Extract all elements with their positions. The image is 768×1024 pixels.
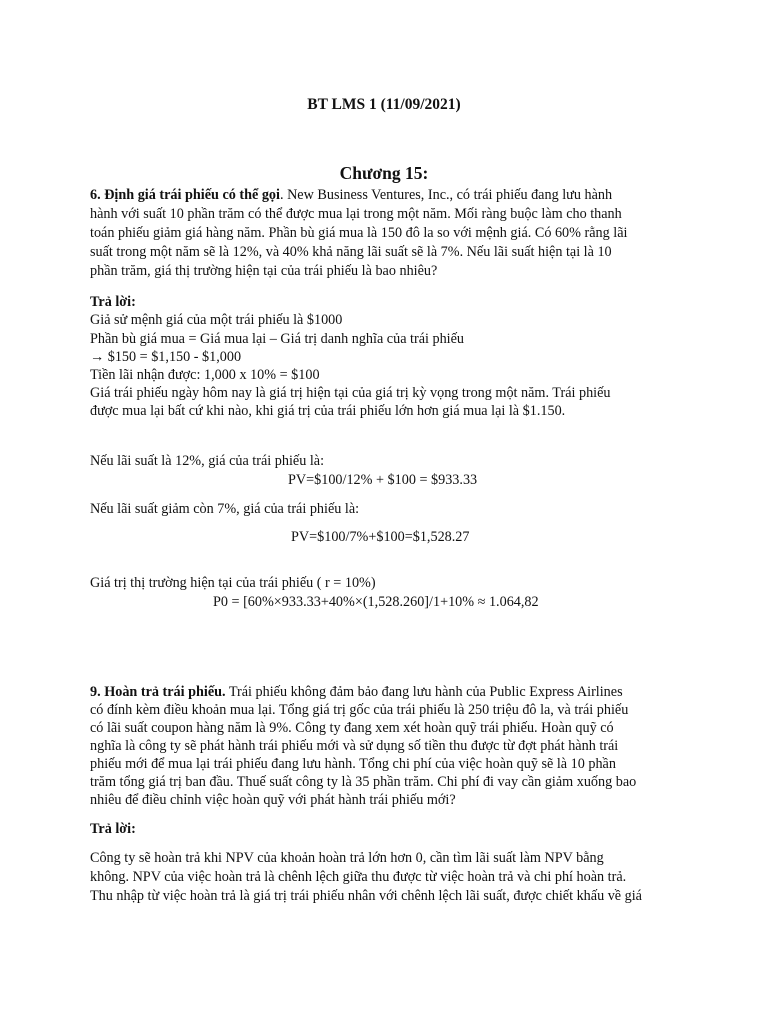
question-6-line-4: suất trong một năm sẽ là 12%, và 40% khả năng lãi suất sẽ là 7%. Nếu lãi suất hiện tại là 10 — [90, 244, 612, 260]
question-6-line-3: toán phiếu giảm giá hàng năm. Phần bù giá mua là 150 đô la so với mệnh giá. Có 60% rằng lãi — [90, 225, 628, 241]
document-title: BT LMS 1 (11/09/2021) — [307, 96, 461, 113]
question-6-text-1: . New Business Ventures, Inc., có trái phiếu đang lưu hành — [279, 187, 613, 203]
chapter-heading: Chương 15: — [339, 163, 429, 183]
question-9-line-4: nghĩa là công ty sẽ phát hành trái phiếu mới và sử dụng số tiền thu được từ đợt phát hành trái — [90, 738, 619, 754]
question-9-line-6: trăm tổng giá trị ban đầu. Thuế suất công ty là 35 phần trăm. Chi phí đi vay cần giảm xuống bao — [90, 774, 637, 790]
answer-6-line-6: được mua lại bất cứ khi nào, khi giá trị của trái phiếu lớn hơn giá mua lại là $1.150. — [90, 403, 566, 419]
formula-pv-7: PV=$100/7%+$100=$1,528.27 — [291, 529, 470, 545]
answer-6-line-4: Tiền lãi nhận được: 1,000 x 10% = $100 — [90, 367, 320, 383]
answer-6-line-9: Giá trị thị trường hiện tại của trái phiếu ( r = 10%) — [90, 575, 376, 591]
answer-9-line-3: Thu nhập từ việc hoàn trả là giá trị trái phiếu nhân với chênh lệch lãi suất, được chiết khấu về giá — [90, 888, 642, 904]
question-6-line-1 — [90, 186, 690, 205]
question-9-line-2: có đính kèm điều khoản mua lại. Tổng giá trị gốc của trái phiếu là 250 triệu đô la, và trái phiếu — [90, 702, 629, 718]
answer-9-line-1: Công ty sẽ hoàn trả khi NPV của khoản hoàn trả lớn hơn 0, cần tìm lãi suất làm NPV bằng — [90, 850, 604, 866]
formula-p0: P0 = [60%×933.33+40%×(1,528.260]/1+10% ≈ 1.064,82 — [213, 594, 539, 610]
answer-6-line-7: Nếu lãi suất là 12%, giá của trái phiếu là: — [90, 453, 325, 469]
formula-pv-12: PV=$100/12% + $100 = $933.33 — [288, 472, 478, 488]
question-6-line-2: hành với suất 10 phần trăm có thể được mua lại trong một năm. Mối ràng buộc làm cho thanh — [90, 206, 622, 222]
answer-6-label: Trả lời: — [90, 294, 136, 310]
question-9-line-5: phiếu mới để mua lại trái phiếu đang lưu hành. Tổng chi phí của việc hoàn quỹ sẽ là 10 phần — [90, 756, 616, 772]
question-9-line-1 — [90, 683, 690, 702]
question-9-line-3: có lãi suất coupon hàng năm là 9%. Công ty đang xem xét hoàn quỹ trái phiếu. Hoàn quỹ có — [90, 720, 614, 736]
question-9-heading: 9. Hoàn trả trái phiếu. — [90, 684, 226, 700]
answer-9-line-2: không. NPV của việc hoàn trả là chênh lệch giữa thu được từ việc hoàn trả và chi phí hoàn trả. — [90, 869, 627, 885]
answer-6-line-8: Nếu lãi suất giảm còn 7%, giá của trái phiếu là: — [90, 501, 360, 517]
question-9-line-7: nhiêu để điều chỉnh việc hoàn quỹ với phát hành trái phiếu mới? — [90, 792, 456, 808]
question-6-heading: 6. Định giá trái phiếu có thể gọi — [90, 187, 280, 203]
answer-6-line-5: Giá trái phiếu ngày hôm nay là giá trị hiện tại của giá trị kỳ vọng trong một năm. Trái phiếu — [90, 385, 611, 401]
answer-9-label: Trả lời: — [90, 821, 136, 837]
question-9-text-1: Trái phiếu không đảm bảo đang lưu hành của Public Express Airlines — [225, 684, 623, 700]
answer-6-line-3: → $150 = $1,150 - $1,000 — [90, 349, 242, 365]
answer-6-line-2: Phần bù giá mua = Giá mua lại – Giá trị danh nghĩa của trái phiếu — [90, 331, 465, 347]
answer-6-line-1: Giả sử mệnh giá của một trái phiếu là $1000 — [90, 312, 343, 328]
question-6-line-5: phần trăm, giá thị trường hiện tại của trái phiếu là bao nhiêu? — [90, 263, 438, 279]
